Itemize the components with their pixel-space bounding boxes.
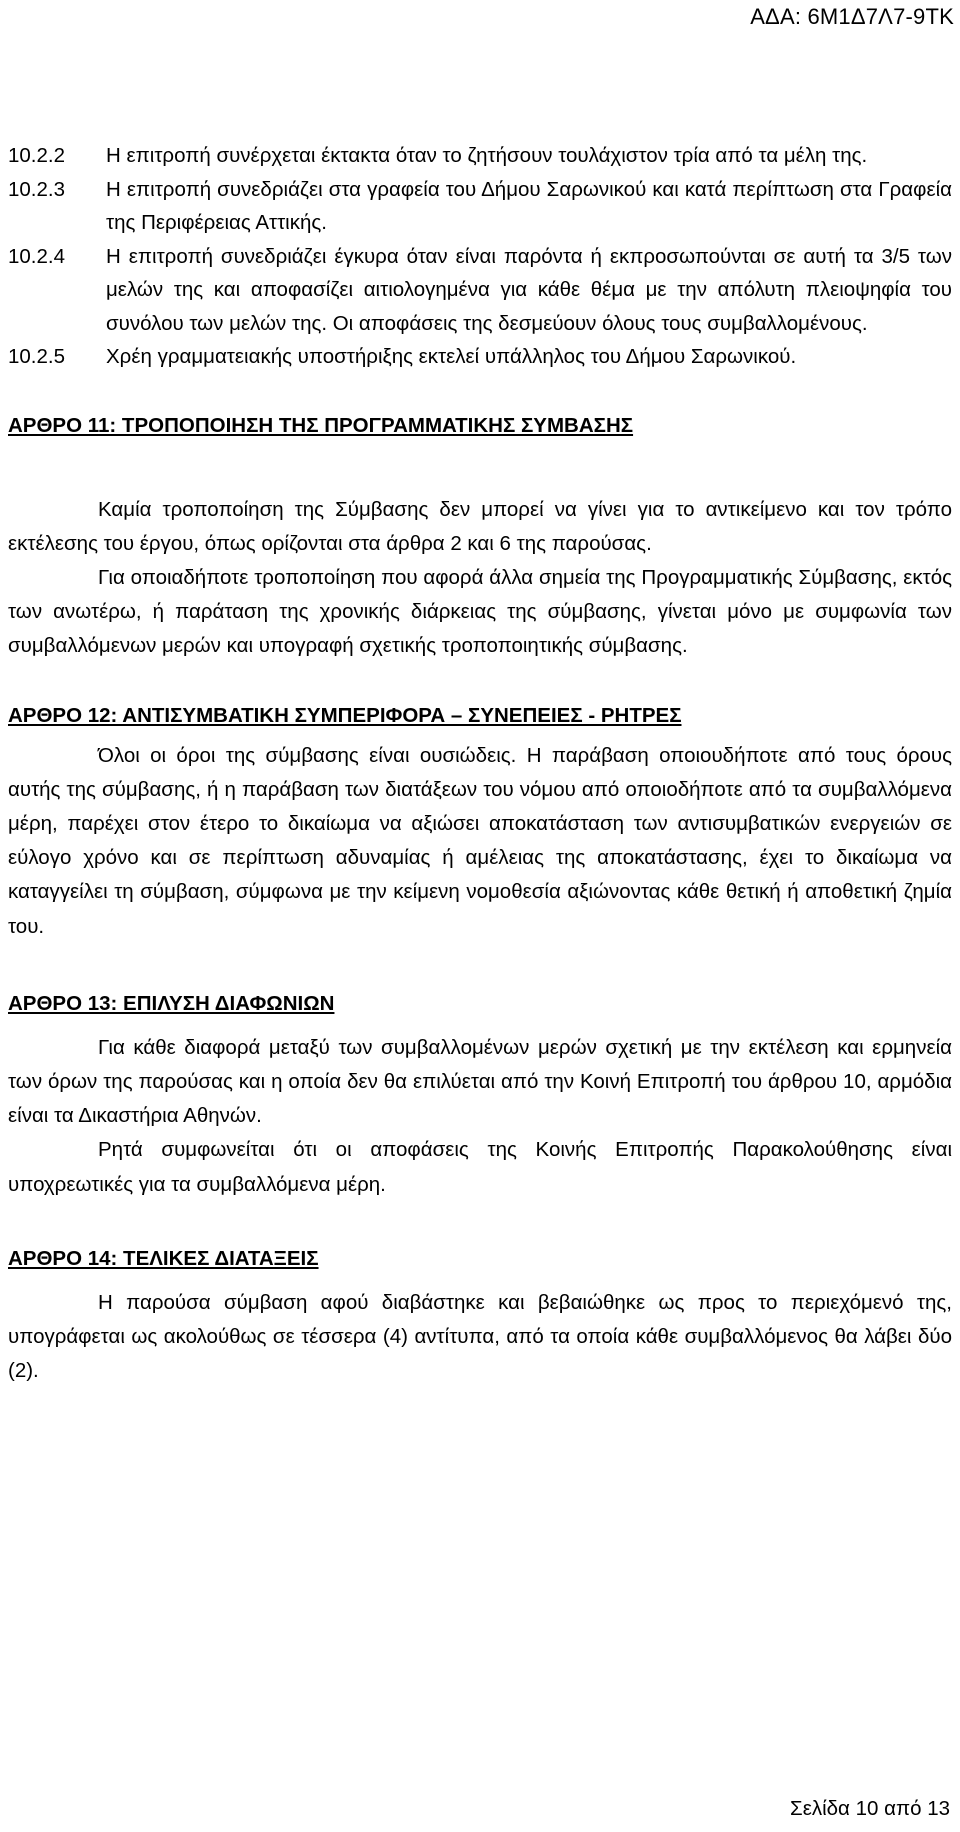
article-13-heading: ΑΡΘΡΟ 13: ΕΠΙΛΥΣΗ ΔΙΑΦΩΝΙΩΝ [8,991,335,1015]
document-body [8,139,952,1388]
page-number: Σελίδα 10 από 13 [790,1797,950,1820]
subclause-number: 10.2.3 [8,177,65,201]
subclause-text: Η επιτροπή συνέρχεται έκτακτα όταν το ζητήσουν τουλάχιστον τρία από τα μέλη της. [106,144,868,167]
subclause-10-2-4 [8,240,952,341]
subclause-number: 10.2.4 [8,244,65,268]
article-14-paragraph-1: Η παρούσα σύμβαση αφού διαβάστηκε και βεβαιώθηκε ως προς το περιεχόμενό της, υπογράφεται ως ακολούθως σε τέσσερα (4) αντίτυπα, από τα οποία κάθε συμβαλλόμενος θα λάβει δύο (2). [8,1290,952,1383]
subclause-number: 10.2.2 [8,144,65,167]
subclause-10-2-2 [8,139,952,173]
subclause-text: Η επιτροπή συνεδριάζει έγκυρα όταν είναι παρόντα ή εκπροσωπούνται σε αυτή τα 3/5 των μελών της και αποφασίζει αιτιολογημένα για κάθε θέμα με την απόλυτη πλειοψηφία του συνόλου των μελών της. Οι αποφάσεις της δεσμεύουν όλους τους συμβαλλομένους. [106,244,952,335]
subclause-10-2-3 [8,173,952,240]
article-11-paragraph-1: Καμία τροποποίηση της Σύμβασης δεν μπορεί να γίνει για το αντικείμενο και τον τρόπο εκτέλεσης του έργου, όπως ορίζονται στα άρθρα 2 και 6 της παρούσας. [8,497,952,555]
article-13-paragraph-1: Για κάθε διαφορά μεταξύ των συμβαλλομένων μερών σχετική με την εκτέλεση και ερμηνεία των όρων της παρούσας και η οποία δεν θα επιλύεται από την Κοινή Επιτροπή του άρθρου 10, αρμόδια είναι τα Δικαστήρια Αθηνών. [8,1035,952,1128]
article-12-heading: ΑΡΘΡΟ 12: ΑΝΤΙΣΥΜΒΑΤΙΚΗ ΣΥΜΠΕΡΙΦΟΡΑ – ΣΥΝΕΠΕΙΕΣ - ΡΗΤΡΕΣ [8,703,682,727]
document-ada-code: ΑΔΑ: 6Μ1Δ7Λ7-9ΤΚ [750,4,954,29]
subclause-number: 10.2.5 [8,345,65,368]
subclause-text: Η επιτροπή συνεδριάζει στα γραφεία του Δήμου Σαρωνικού και κατά περίπτωση στα Γραφεία της Περιφέρειας Αττικής. [106,177,952,234]
article-12-paragraph-1: Όλοι οι όροι της σύμβασης είναι ουσιώδεις. Η παράβαση οποιουδήποτε από τους όρους αυτής της σύμβασης, ή η παράβαση των διατάξεων του νόμου από οποιοδήποτε από τα συμβαλλόμενα μέρη, παρέχει στον έτερο το δικαίωμα να αξιώσει αποκατάσταση των αντισυμβατικών ενεργειών σε εύλογο χρόνο και σε περίπτωση αδυναμίας ή αμέλειας της αποκατάστασης, έχει το δικαίωμα να καταγγείλει τη σύμβαση, σύμφωνα με την κείμενη νομοθεσία αξιώνοντας κάθε θετική ή αποθετική ζημία του. [8,743,952,938]
article-11-heading: ΑΡΘΡΟ 11: ΤΡΟΠΟΠΟΙΗΣΗ ΤΗΣ ΠΡΟΓΡΑΜΜΑΤΙΚΗΣ ΣΥΜΒΑΣΗΣ [8,413,634,437]
subclause-text: Χρέη γραμματειακής υποστήριξης εκτελεί υπάλληλος του Δήμου Σαρωνικού. [106,345,797,368]
subclause-10-2-5 [8,340,952,374]
article-13-paragraph-2: Ρητά συμφωνείται ότι οι αποφάσεις της Κοινής Επιτροπής Παρακολούθησης είναι υποχρεωτικές για τα συμβαλλόμενα μέρη. [8,1138,952,1196]
article-14-heading: ΑΡΘΡΟ 14: ΤΕΛΙΚΕΣ ΔΙΑΤΑΞΕΙΣ [8,1246,319,1270]
article-11-paragraph-2: Για οποιαδήποτε τροποποίηση που αφορά άλλα σημεία της Προγραμματικής Σύμβασης, εκτός των ανωτέρω, ή παράταση της χρονικής διάρκειας της σύμβασης, γίνεται μόνο με συμφωνία των συμβαλλόμενων μερών και υπογραφή σχετικής τροποποιητικής σύμβασης. [8,565,952,658]
